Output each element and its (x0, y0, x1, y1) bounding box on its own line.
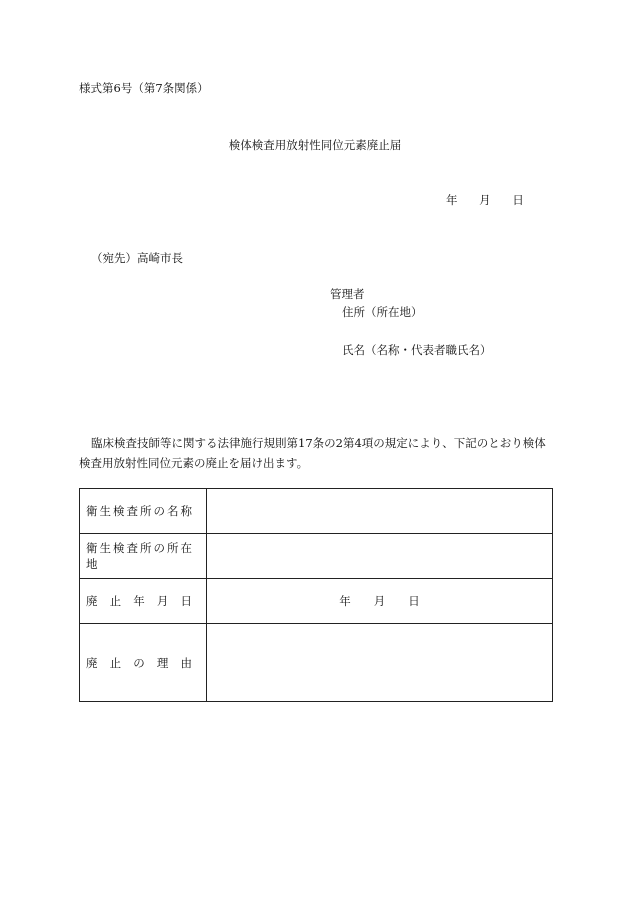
date-day-label: 日 (512, 193, 524, 207)
submission-date-line (446, 192, 524, 208)
date-month-label: 月 (479, 193, 491, 207)
label-char: 月 (156, 594, 169, 608)
document-title: 検体検査用放射性同位元素廃止届 (228, 138, 402, 152)
table-row (80, 579, 553, 624)
abolish-reason-field[interactable] (207, 624, 553, 702)
table-row (80, 624, 553, 702)
addressee: （宛先）高崎市長 (91, 251, 183, 265)
lab-name-field[interactable] (207, 489, 553, 534)
table-row (80, 489, 553, 534)
abolish-reason-label (80, 624, 207, 702)
date-year-label: 年 (446, 193, 458, 207)
lab-name-label: 衛生検査所の名称 (80, 489, 207, 534)
abolish-date-label (80, 579, 207, 624)
label-char: 理 (156, 655, 169, 670)
label-char: の (133, 655, 145, 670)
lab-address-field[interactable] (207, 534, 553, 579)
manager-name-label: 氏名（名称・代表者職氏名） (342, 343, 492, 357)
label-char: 日 (180, 594, 192, 608)
lab-address-label: 衛生検査所の所在地 (80, 534, 207, 579)
abolish-date-field[interactable]: 年 月 日 (207, 579, 553, 624)
label-char: 廃 (86, 655, 98, 670)
label-char: 由 (180, 655, 192, 670)
report-table (79, 488, 553, 702)
label-char: 止 (109, 655, 122, 670)
manager-address-label: 住所（所在地） (342, 305, 423, 319)
table-row (80, 534, 553, 579)
label-char: 止 (109, 594, 122, 608)
label-char: 年 (133, 594, 145, 608)
form-number: 様式第6号（第7条関係） (79, 81, 209, 95)
label-char: 廃 (86, 594, 98, 608)
manager-label: 管理者 (330, 287, 365, 301)
body-text: 臨床検査技師等に関する法律施行規則第17条の2第4項の規定により、下記のとおり検体検査用放射性同位元素の廃止を届け出ます。 (79, 436, 546, 470)
